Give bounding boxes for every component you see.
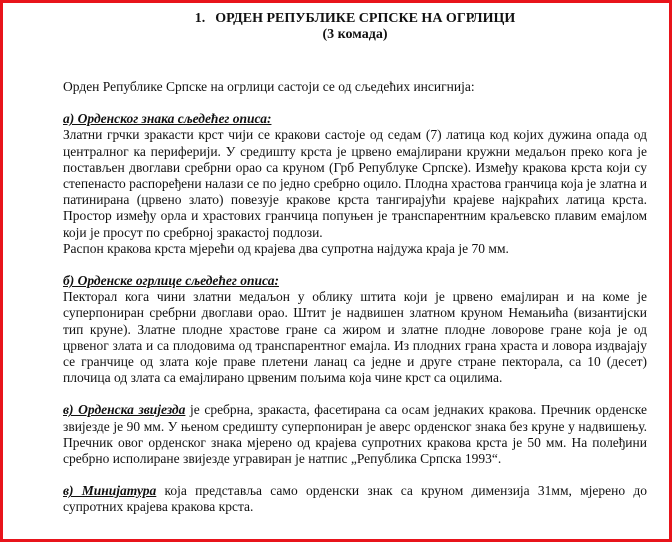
section-b-heading: б) Орденске огрлице сљедећег описа: [63,273,279,289]
intro-paragraph: Орден Републике Српске на огрлици састоји се од сљедећих инсигнија: [63,79,475,94]
section-a [63,111,647,257]
section-c [63,402,647,467]
spacer [63,386,647,402]
section-d [63,483,647,515]
title-number: 1. [194,11,206,26]
title-text: ОРДЕН РЕПУБЛИКЕ СРПСКЕ НА ОГРЛИЦИ [215,11,516,26]
section-d-body: која представља само орденски знак са круном димензија 31мм, мјерено до супротних крајева кракова крста. [63,483,647,515]
section-b [63,273,647,386]
spacer [63,467,647,483]
section-a-body: Златни грчки зракасти крст чији се кракови састоје од седам (7) латица код којих дужина опада од централног ка периферији. У средишту крста је црвено емајлирани кружни медаљон преко кога је постављен двоглави сребрни орао са круном (Грб Републуке Српске). Између кракова крста који су степенасто распоређени налази се по једно сребрно оцило. Плодна храстова гранчица која је златна и патинирана (црвено злато) повезује кракове крста тангирајући крајеве најкраћих латица крста. Простор између орла и храстових гранчица попуњен је транспарентним краљевско плавим емајлом који је просут по сребрној зракастој подлози. [63,127,647,240]
spacer [63,257,647,273]
document-body [63,11,647,516]
spacer [63,95,647,111]
section-a-heading: а) Орденског знака сљедећег описа: [63,111,272,127]
section-c-heading: в) Орденска звијезда [63,402,186,418]
section-c-body: је сребрна, зракаста, фасетирана са осам једнаких кракова. Пречник орденске звијезде је 90 мм. У њеном средишту суперпониран је аверс орденског знака без круне у надвишењу. Пречник овог орденског знака мјерено од крајева супротних кракова крста је 50 мм. На полеђини сребрно исполиране звијезде угравиран је натпис „Република Српска 1993“. [63,402,647,467]
document-title [63,11,647,27]
document-subtitle: (3 комада) [322,27,388,42]
section-d-paragraph [63,483,647,515]
section-d-heading: в) Минијатура [63,483,157,499]
section-a-note: Распон кракова крста мјерећи од крајева два супротна најдужа краја је 70 мм. [63,240,509,256]
section-b-body: Пекторал кога чини златни медаљон у облику штита који је црвено емајлиран и на коме је суперпониран сребрни двоглави орао. Штит је надвишен златном круном Немањића (византијски тип круне). Златне плодне храстове гране са жиром и златне плодне ловорове гране која је од црвеног злата и са плодовима од транспарентног емајла. Из плодних грана храста и ловора издвајају се гранчице од злата које праве плетени ланац са једне и друге стране пекторала, са 10 (десет) плочица од злата са емајлирано црвеним пољима која чине крст са оцилима. [63,289,647,386]
section-c-paragraph [63,402,647,467]
